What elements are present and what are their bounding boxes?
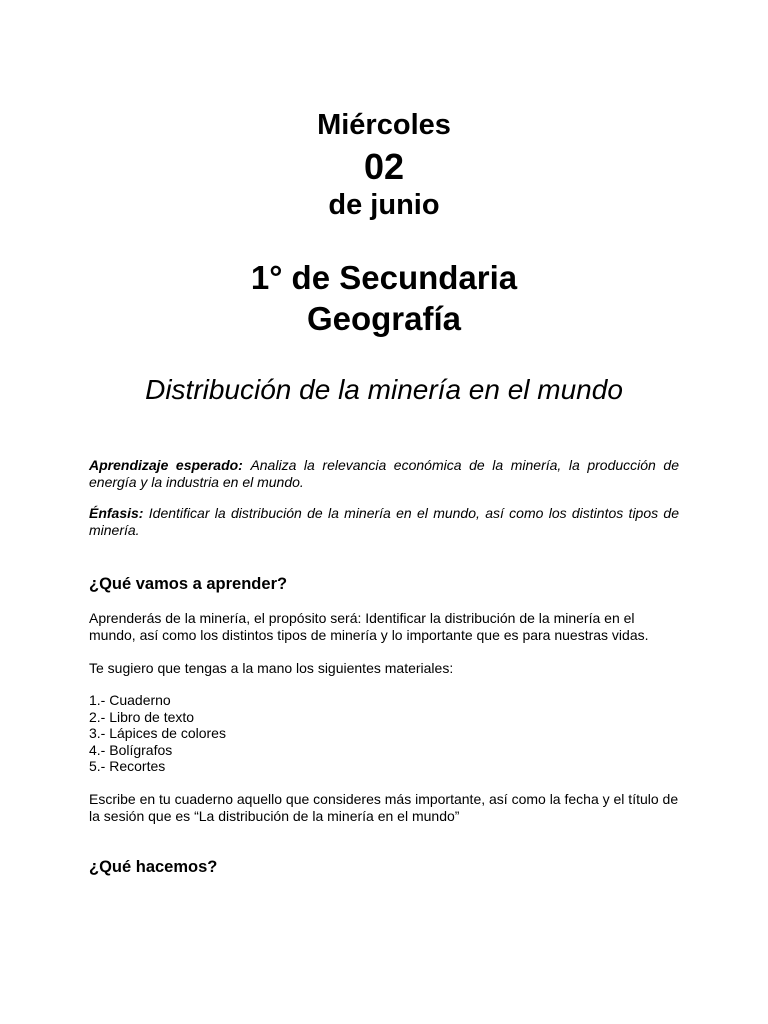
date-weekday: Miércoles <box>317 109 451 141</box>
aprendizaje-text: Analiza la relevancia económica de la minería, la producción de energía y la industria en el mundo. <box>89 457 679 490</box>
session-title: Distribución de la minería en el mundo <box>145 374 623 405</box>
aprendizaje-paragraph <box>89 457 679 490</box>
enfasis-paragraph <box>89 505 679 538</box>
intro-paragraph: Aprenderás de la minería, el propósito será: Identificar la distribución de la minería en el mundo, así como los distintos tipos de minería y lo importante que es para nuestras vidas. <box>89 610 649 643</box>
list-item: 5.- Recortes <box>89 758 166 774</box>
enfasis-label: Énfasis: <box>89 505 144 521</box>
section-heading-hacemos: ¿Qué hacemos? <box>89 858 218 876</box>
list-item: 2.- Libro de texto <box>89 708 195 725</box>
date-month: de junio <box>328 189 440 221</box>
enfasis-text: Identificar la distribución de la minería en el mundo, así como los distintos tipos de minería. <box>89 505 679 538</box>
list-item: 4.- Bolígrafos <box>89 741 173 758</box>
subject-name: Geografía <box>306 300 462 337</box>
instructions-paragraph: Escribe en tu cuaderno aquello que consideres más importante, así como la fecha y el título de la sesión que es “La distribución de la minería en el mundo” <box>89 791 679 824</box>
materials-intro: Te sugiero que tengas a la mano los siguientes materiales: <box>89 660 454 676</box>
date-day-number: 02 <box>363 146 405 187</box>
materials-list <box>89 692 226 775</box>
list-item: 3.- Lápices de colores <box>89 725 226 741</box>
grade-level: 1° de Secundaria <box>250 259 518 296</box>
section-heading-aprender: ¿Qué vamos a aprender? <box>89 575 288 593</box>
list-item: 1.- Cuaderno <box>89 692 171 708</box>
aprendizaje-label: Aprendizaje esperado: <box>89 457 243 473</box>
